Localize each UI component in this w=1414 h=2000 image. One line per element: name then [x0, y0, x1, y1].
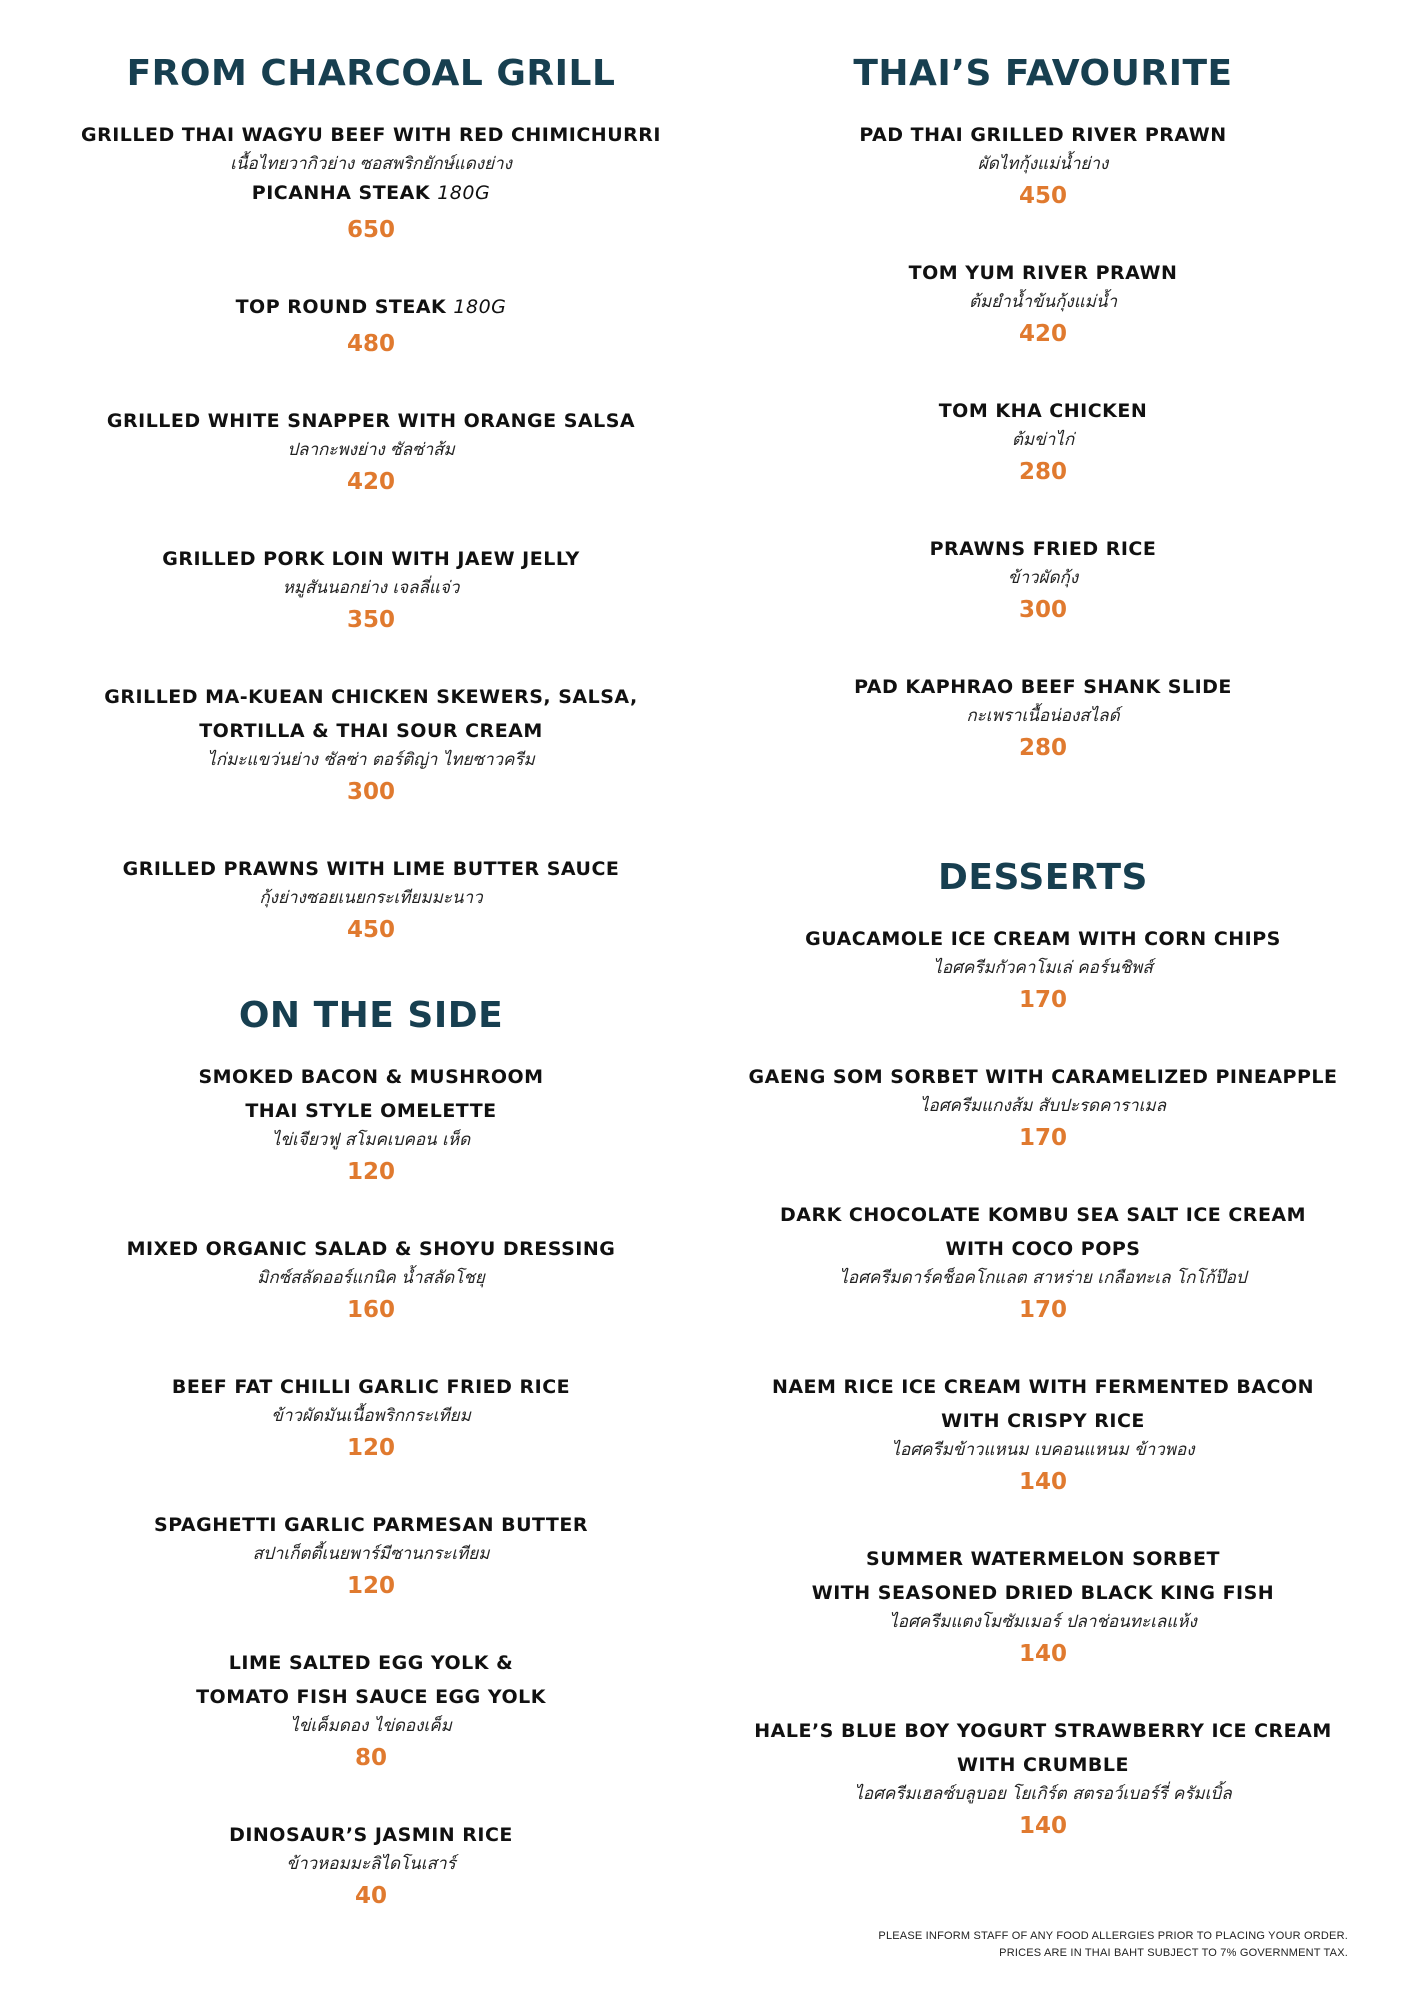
menu-item-name	[31, 1818, 711, 1852]
menu-section	[703, 53, 1383, 768]
menu-section	[703, 857, 1383, 1846]
menu-item	[703, 1370, 1383, 1502]
menu-item-thai-name: ต้มยำน้ำข้นกุ้งแม่น้ำ	[968, 292, 1118, 312]
menu-item-name	[31, 1060, 711, 1094]
menu-item	[31, 1508, 711, 1606]
menu-item-price: 120	[346, 1573, 395, 1599]
menu-item-name-text: BEEF FAT CHILLI GARLIC FRIED RICE	[171, 1376, 571, 1398]
menu-item-price: 80	[354, 1745, 387, 1771]
menu-item-price: 420	[1018, 321, 1067, 347]
menu-item-name	[31, 680, 711, 714]
menu-item-name-text: PRAWNS FRIED RICE	[929, 538, 1157, 560]
menu-item-name-text: GAENG SOM SORBET WITH CARAMELIZED PINEAPPLE	[748, 1066, 1338, 1088]
menu-item-thai-name: หมูสันนอกย่าง เจลลี่แจ่ว	[282, 578, 460, 598]
menu-item-name-text: WITH COCO POPS	[945, 1238, 1141, 1260]
menu-item-thai-name: ไข่เค็มดอง ไข่ดองเค็ม	[290, 1716, 452, 1736]
menu-item-thai-name: กะเพราเนื้อน่องสไลด์	[966, 706, 1120, 726]
menu-item	[31, 1818, 711, 1916]
menu-item-name-text: PICANHA STEAK	[251, 182, 431, 204]
menu-item-thai-name: ต้มข่าไก่	[1011, 430, 1075, 450]
menu-item-name-text: SMOKED BACON & MUSHROOM	[198, 1066, 544, 1088]
menu-item-name	[703, 1748, 1383, 1782]
menu-item-name	[31, 1094, 711, 1128]
menu-item-name	[31, 1508, 711, 1542]
menu-item-name-text: THAI STYLE OMELETTE	[245, 1100, 497, 1122]
menu-item-name-text: NAEM RICE ICE CREAM WITH FERMENTED BACON	[771, 1376, 1315, 1398]
menu-item-price: 140	[1018, 1641, 1067, 1667]
menu-item-name	[703, 1198, 1383, 1232]
menu-item-price: 120	[346, 1159, 395, 1185]
menu-item-name-text: TORTILLA & THAI SOUR CREAM	[199, 720, 543, 742]
section-title: ON THE SIDE	[238, 995, 504, 1036]
menu-item-thai-name: สปาเก็ตตี้เนยพาร์มีซานกระเทียม	[252, 1544, 490, 1564]
menu-item	[31, 1232, 711, 1330]
menu-item-name	[31, 176, 711, 210]
menu-item-name-text: SUMMER WATERMELON SORBET	[866, 1548, 1220, 1570]
menu-item-name-text: SPAGHETTI GARLIC PARMESAN BUTTER	[154, 1514, 588, 1536]
menu-item-price: 300	[1018, 597, 1067, 623]
menu-item-thai-name: ไก่มะแขว่นย่าง ซัลซ่า ตอร์ติญ่า ไทยซาวครีม	[207, 750, 535, 770]
menu-item-name-text: LIME SALTED EGG YOLK &	[228, 1652, 514, 1674]
menu-item-name	[703, 118, 1383, 152]
menu-item	[31, 176, 711, 250]
menu-item-name	[31, 1680, 711, 1714]
menu-item	[703, 922, 1383, 1020]
menu-item-name-text: TOMATO FISH SAUCE EGG YOLK	[196, 1686, 546, 1708]
menu-item-name-text: TOP ROUND STEAK	[235, 296, 447, 318]
menu-item-price: 40	[354, 1883, 387, 1909]
menu-item-price: 140	[1018, 1813, 1067, 1839]
menu-item	[31, 404, 711, 502]
menu-item-price: 170	[1018, 1125, 1067, 1151]
menu-item-price: 480	[346, 331, 395, 357]
menu-item-name-text: GRILLED MA-KUEAN CHICKEN SKEWERS, SALSA,	[104, 686, 638, 708]
menu-item-name-text: GRILLED WHITE SNAPPER WITH ORANGE SALSA	[106, 410, 636, 432]
menu-item	[703, 532, 1383, 630]
menu-item-thai-name: ปลากะพงย่าง ซัลซ่าส้ม	[287, 440, 455, 460]
menu-item	[703, 1060, 1383, 1158]
menu-item-price: 280	[1018, 459, 1067, 485]
menu-item-name-text: PAD KAPHRAO BEEF SHANK SLIDE	[854, 676, 1232, 698]
tax-notice: PRICES ARE IN THAI BAHT SUBJECT TO 7% GOVERNMENT TAX.	[999, 1947, 1348, 1959]
menu-item-name	[703, 670, 1383, 704]
menu-item	[703, 394, 1383, 492]
menu-item	[703, 118, 1383, 216]
menu-item-name-text: WITH CRUMBLE	[957, 1754, 1129, 1776]
menu-item-name	[31, 714, 711, 748]
menu-item-name-text: TOM KHA CHICKEN	[938, 400, 1148, 422]
menu-item-portion: 180G	[437, 182, 491, 204]
menu-item-thai-name: ไข่เจียวฟู สโมคเบคอน เห็ด	[271, 1130, 471, 1150]
menu-item-thai-name: เนื้อไทยวากิวย่าง ซอสพริกยักษ์แดงย่าง	[230, 154, 512, 174]
menu-item-price: 420	[346, 469, 395, 495]
menu-item-thai-name: ไอศครีมเฮลซ์บลูบอย โยเกิร์ต สตรอว์เบอร์รี่ ครัมเบิ้ล	[854, 1784, 1232, 1804]
menu-item-name-text: GUACAMOLE ICE CREAM WITH CORN CHIPS	[805, 928, 1281, 950]
menu-item	[31, 680, 711, 812]
menu-item	[703, 1714, 1383, 1846]
section-title: DESSERTS	[938, 857, 1148, 898]
menu-item-name-text: WITH SEASONED DRIED BLACK KING FISH	[811, 1582, 1275, 1604]
menu-item	[31, 118, 711, 176]
menu-item-name	[703, 1714, 1383, 1748]
menu-item-name	[703, 922, 1383, 956]
section-title: THAI’S FAVOURITE	[853, 53, 1233, 94]
menu-item-thai-name: กุ้งย่างซอยเนยกระเทียมมะนาว	[259, 888, 483, 908]
menu-item-price: 120	[346, 1435, 395, 1461]
menu-item	[703, 670, 1383, 768]
menu-item	[31, 852, 711, 950]
menu-item-name	[703, 256, 1383, 290]
menu-item-thai-name: ผัดไทกุ้งแม่น้ำย่าง	[977, 154, 1109, 174]
menu-item-thai-name: ไอศครีมดาร์คช็อคโกแลต สาหร่าย เกลือทะเล โกโก้ป๊อป	[839, 1268, 1247, 1288]
menu-item-name	[31, 1370, 711, 1404]
menu-item-name	[703, 1576, 1383, 1610]
menu-item-name-text: GRILLED PORK LOIN WITH JAEW JELLY	[162, 548, 580, 570]
menu-section	[31, 995, 711, 1916]
menu-item-price: 450	[1018, 183, 1067, 209]
menu-item-thai-name: มิกซ์สลัดออร์แกนิค น้ำสลัดโชยุ	[257, 1268, 485, 1288]
menu-item-name-text: HALE’S BLUE BOY YOGURT STRAWBERRY ICE CREAM	[754, 1720, 1332, 1742]
menu-item	[703, 256, 1383, 354]
menu-item-name	[703, 532, 1383, 566]
menu-item-portion: 180G	[453, 296, 507, 318]
menu-item-price: 280	[1018, 735, 1067, 761]
menu-item-name-text: DINOSAUR’S JASMIN RICE	[229, 1824, 513, 1846]
menu-footer-note	[878, 1928, 1348, 1962]
menu-item-thai-name: ข้าวหอมมะลิไดโนเสาร์	[286, 1854, 456, 1874]
menu-item-name	[31, 542, 711, 576]
menu-item-name-text: WITH CRISPY RICE	[941, 1410, 1145, 1432]
menu-item-name	[31, 1232, 711, 1266]
menu-item-name	[703, 1542, 1383, 1576]
menu-item-thai-name: ไอศครีมแกงส้ม สับปะรดคาราเมล	[919, 1096, 1167, 1116]
menu-item-name-text: GRILLED PRAWNS WITH LIME BUTTER SAUCE	[122, 858, 620, 880]
menu-item-price: 170	[1018, 987, 1067, 1013]
menu-item-name	[703, 1370, 1383, 1404]
menu-item-name	[31, 852, 711, 886]
menu-item-name	[703, 394, 1383, 428]
menu-item-name	[31, 1646, 711, 1680]
menu-item-price: 140	[1018, 1469, 1067, 1495]
menu-item	[31, 1646, 711, 1778]
allergy-notice: PLEASE INFORM STAFF OF ANY FOOD ALLERGIES PRIOR TO PLACING YOUR ORDER.	[878, 1930, 1348, 1942]
menu-item	[31, 1060, 711, 1192]
menu-item-name	[31, 404, 711, 438]
menu-item-thai-name: ไอศครีมข้าวแหนม เบคอนแหนม ข้าวพอง	[891, 1440, 1195, 1460]
menu-item-name	[31, 290, 711, 324]
menu-item-name	[31, 118, 711, 152]
menu-item-price: 160	[346, 1297, 395, 1323]
menu-item-name-text: TOM YUM RIVER PRAWN	[908, 262, 1178, 284]
section-title: FROM CHARCOAL GRILL	[126, 53, 616, 94]
menu-item-price: 170	[1018, 1297, 1067, 1323]
menu-item-name	[703, 1060, 1383, 1094]
menu-item-thai-name: ไอศครีมกัวคาโมเล่ คอร์นชิพส์	[933, 958, 1153, 978]
menu-item-price: 350	[346, 607, 395, 633]
menu-item-thai-name: ข้าวผัดกุ้ง	[1007, 568, 1079, 588]
menu-item-name-text: PAD THAI GRILLED RIVER PRAWN	[859, 124, 1227, 146]
menu-item-thai-name: ไอศครีมแตงโมซัมเมอร์ ปลาช่อนทะเลแห้ง	[889, 1612, 1197, 1632]
menu-item-price: 650	[346, 217, 395, 243]
menu-item-price: 300	[346, 779, 395, 805]
menu-item	[703, 1198, 1383, 1330]
menu-item	[703, 1542, 1383, 1674]
menu-column-left	[31, 46, 711, 1916]
menu-item-name-text: DARK CHOCOLATE KOMBU SEA SALT ICE CREAM	[779, 1204, 1307, 1226]
menu-item-price: 450	[346, 917, 395, 943]
menu-item	[31, 542, 711, 640]
menu-item-name	[703, 1404, 1383, 1438]
menu-item-name-text: MIXED ORGANIC SALAD & SHOYU DRESSING	[126, 1238, 616, 1260]
menu-item	[31, 290, 711, 364]
menu-column-right	[703, 46, 1383, 1846]
menu-section	[31, 53, 711, 950]
menu-item-name	[703, 1232, 1383, 1266]
menu-item-thai-name: ข้าวผัดมันเนื้อพริกกระเทียม	[271, 1406, 471, 1426]
menu-item	[31, 1370, 711, 1468]
menu-item-name-text: GRILLED THAI WAGYU BEEF WITH RED CHIMICHURRI	[81, 124, 661, 146]
